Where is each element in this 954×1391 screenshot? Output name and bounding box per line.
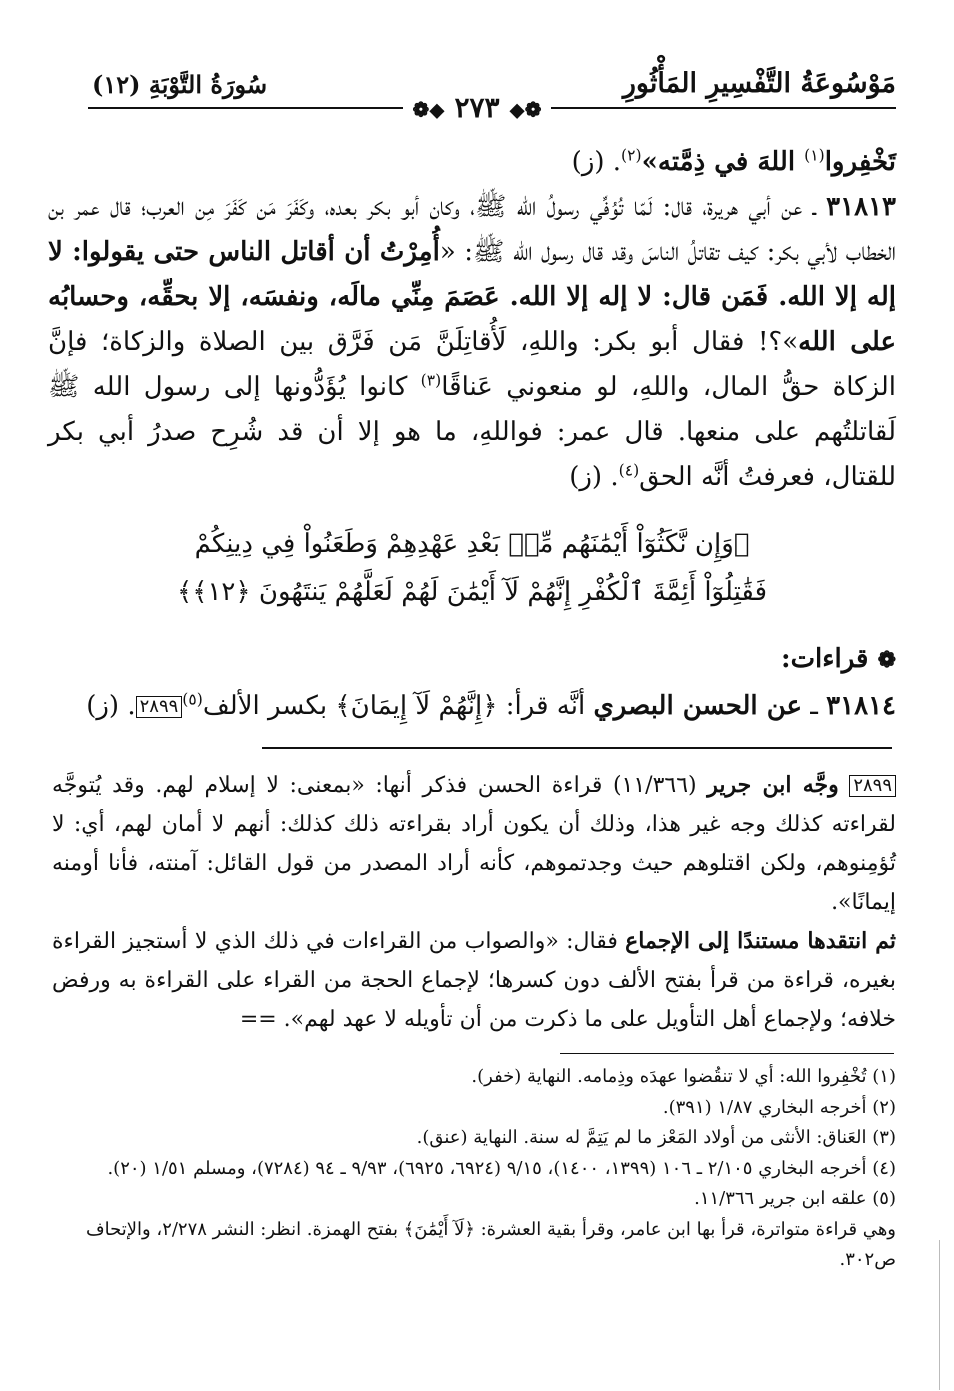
footnote-marker-2: (٢) [621, 146, 642, 165]
page-number: ٢٧٣ [454, 91, 500, 124]
footnote: (٢) أخرجه البخاري ١/٨٧ (٣٩١). [662, 1096, 896, 1118]
note-separator [262, 747, 892, 749]
footnote: (٣) العَناق: الأنثى من أولاد المَعْز ما لم يَتِمَّ له سنة. النهاية (عنق). [416, 1127, 896, 1148]
hadith-block-31814 [48, 685, 896, 727]
commentary-note [52, 766, 896, 1039]
hadith-quote: أُمِرْتُ أن أقاتل الناس حتى يقولوا: لا إله إلا الله. فَمَن قال: لا إله إلا الله. عَصَمَ مِنِّي مالَه، ونفسَه، إلا بحقِّه، وحسابُه على الله [48, 237, 896, 357]
note-reference-box: ٢٨٩٩ [849, 775, 896, 797]
note-reference-box: ٢٨٩٩ [136, 696, 183, 718]
hadith-tail: . (ز) [569, 462, 619, 492]
footnote-marker-3: (٣) [420, 371, 442, 390]
page-number-box [403, 91, 552, 124]
hadith-text: ـ [802, 691, 827, 721]
footnote-marker-5: (٥) [182, 690, 203, 709]
footnote: (١) تُخْفِروا الله: أي لا تنقُضوا عهدَه وذِمامه. النهاية (خفر). [471, 1066, 896, 1087]
qiraat-title: قراءات: [780, 644, 869, 674]
footnote-separator [560, 1053, 894, 1054]
page-number-wrap [0, 91, 954, 124]
left-ornament-icon: ❁◆ [412, 97, 445, 122]
note-bold: وجَّه ابن جرير [707, 772, 839, 798]
hadith-text: »؟! فقال أبو بكر: واللهِ، لَأُقاتِلَنَّ مَن فَرَّق بين الصلاة والزكاة؛ فإنَّ الزكاة حقُّ المال، واللهِ، لو منعوني عَناقًا [48, 327, 896, 402]
hadith-text: أنَّه قرأ: ﴿إِنَّهُمْ لَآ إِيمَانَ﴾ بكسر الألف [202, 691, 594, 721]
verse-line-1: ﴿وَإِن نَّكَثُوٓاْ أَيْمَٰنَهُم مِّنۢ بَعْدِ عَهْدِهِمْ وَطَعَنُواْ فِي دِينِكُمْ [194, 529, 750, 559]
hadith-number: ٣١٨١٣ [826, 192, 896, 222]
hadith-tail: . (ز) [86, 691, 136, 721]
note-paragraph-2 [52, 922, 896, 1039]
right-ornament-icon: ◆❁ [509, 97, 542, 122]
sura-title: سُورَةُ التَّوْبَةِ (١٢) [92, 70, 268, 99]
hadith-31813 [48, 185, 896, 500]
continuation-tail: . (ز) [571, 147, 622, 177]
hadith-text: ـ عن أبي هريرة، قال: لَمّا تُوُفِّي رسولُ الله ﷺ، وكان أبو بكر بعده، وكَفَرَ مَن كَفَرَ مِن العرب؛ قال عمر بن الخطاب لأبي بكر: كيف تقاتلُ الناسَ وقد قال رسول الله ﷺ: « [48, 192, 897, 267]
footnote: (٥) علقه ابن جرير ١١/٣٦٦. [694, 1188, 896, 1209]
continuation-line [48, 140, 896, 185]
quran-verse [150, 520, 794, 616]
hadith-31814 [48, 685, 896, 727]
verse-line-2: فَقَٰتِلُوٓاْ أَئِمَّةَ ٱلْكُفْرِ إِنَّهُمْ لَآ أَيْمَٰنَ لَهُمْ لَعَلَّهُمْ يَنتَهُونَ ﴿١٢﴾﴾ [176, 577, 768, 607]
hadith-block-31813 [48, 140, 896, 500]
footnotes [60, 1062, 896, 1276]
note-text: فقال: «والصواب من القراءات في ذلك الذي لا أستجيز القراءة بغيره، قراءة من قرأ بفتح الألف دون كسرها؛ لإجماع الحجة من القراء على القراءة به ورفض خلافه؛ ولإجماع أهل التأويل على ما ذكرت من أن تأويله لا عهد لهم». == [52, 929, 896, 1032]
scan-margin-line [939, 1240, 940, 1390]
note-text: (١١/٣٦٦) قراءة الحسن فذكر أنها: «بمعنى: لا إسلام لهم. وقد يُتوجَّه لقراءته كذلك وجه غير هذا، وذلك أن يكون أراد بقراءته ذلك كذلك: أنهم لا أمان لهم، أي: لا تُؤمِنوهم، ولكن اقتلوهم حيث وجدتموهم، كأنه أراد المصدر من قول القائل: آمنته، فأنا أومنه إيمانًا». [52, 773, 896, 915]
qiraat-heading [781, 644, 896, 674]
hadith-text: كانوا يُؤَدُّونها إلى رسول الله ﷺ لَقاتلتُهم على منعها. قال عمر: فواللهِ، ما هو إلا أن قد شُرِح صدرُ أبي بكر للقتال، فعرفتُ أنَّه الحق [48, 372, 896, 492]
continuation-bold-2: اللهَ في ذِمَّته» [641, 147, 805, 177]
footnote-marker-4: (٤) [618, 461, 640, 480]
continuation-bold: تَخْفِروا [824, 147, 896, 177]
flower-ornament-icon: ❁ [877, 647, 896, 673]
footnote-marker-1: (١) [804, 146, 825, 165]
book-title: مَوْسُوعَةُ التَّفْسِيرِ المَأْثُورِ [622, 68, 896, 99]
hadith-number: ٣١٨١٤ [826, 691, 896, 721]
narrator: عن الحسن البصري [593, 691, 803, 721]
footnote: وهي قراءة متواترة، قرأ بها ابن عامر، وقرأ بقية العشرة: ﴿لَآ أَيْمَٰنَ﴾ بفتح الهمزة. انظر: النشر ٢/٢٧٨، والإتحاف ص٣٠٢. [85, 1218, 896, 1270]
footnote: (٤) أخرجه البخاري ٢/١٠٥ ـ ١٠٦ (١٣٩٩، ١٤٠٠)، ٩/١٥ (٦٩٢٤، ٦٩٢٥)، ٩/٩٣ ـ ٩٤ (٧٢٨٤)، ومسلم ١/٥١ (٢٠). [107, 1157, 896, 1179]
note-bold: ثم انتقدها مستندًا إلى الإجماع [625, 928, 896, 954]
note-paragraph-1 [52, 766, 896, 922]
